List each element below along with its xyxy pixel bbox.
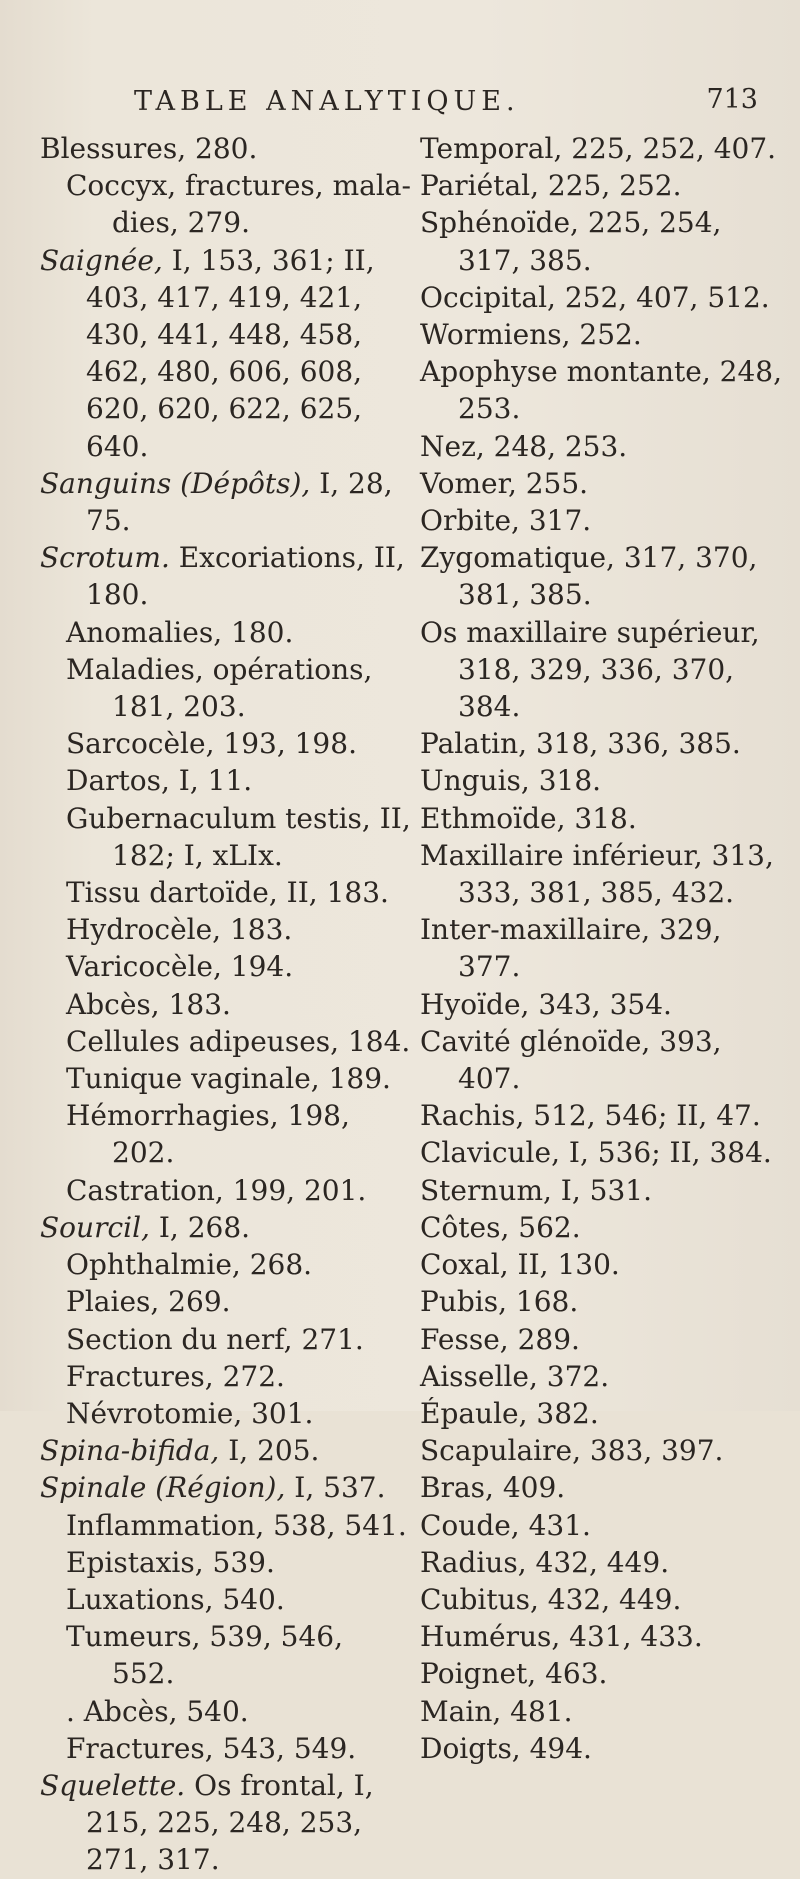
entry-text: Gubernaculum testis, II, 182; I, xLIx. — [66, 801, 411, 872]
entry-text: Sternum, I, 531. — [420, 1173, 653, 1207]
entry-text: Fractures, 543, 549. — [66, 1731, 357, 1765]
index-entry — [66, 1507, 412, 1544]
index-entry — [66, 1581, 412, 1618]
entry-text: Aisselle, 372. — [420, 1359, 610, 1393]
entry-text: Côtes, 562. — [420, 1210, 581, 1244]
index-entry — [66, 762, 412, 799]
entry-text: Excoriations, II, 180. — [86, 541, 405, 612]
entry-heading: Saignée, — [40, 243, 163, 277]
index-entry — [40, 1469, 412, 1506]
index-entry — [420, 502, 792, 539]
entry-text: Tunique vaginale, 189. — [66, 1062, 391, 1096]
entry-text: Coude, 431. — [420, 1508, 591, 1542]
entry-text: . Abcès, 540. — [66, 1694, 249, 1728]
entry-text: Humérus, 431, 433. — [420, 1620, 703, 1654]
entry-text: Vomer, 255. — [420, 466, 589, 500]
entry-text: I, 205. — [219, 1434, 320, 1468]
entry-text: Main, 481. — [420, 1694, 573, 1728]
index-entry — [40, 242, 412, 465]
index-entry — [40, 130, 412, 167]
index-entry — [420, 1618, 792, 1655]
entry-heading: Sourcil, — [40, 1210, 150, 1244]
running-title: TABLE ANALYTIQUE. — [134, 86, 520, 117]
entry-text: Anomalies, 180. — [66, 615, 294, 649]
entry-text: Cellules adipeuses, 184. — [66, 1024, 411, 1058]
entry-text: Cavité glénoïde, 393, 407. — [420, 1024, 722, 1096]
index-entry — [420, 1581, 792, 1618]
index-entry — [420, 614, 792, 726]
entry-text: I, 537. — [285, 1471, 386, 1505]
entry-text: Scapulaire, 383, 397. — [420, 1434, 724, 1468]
index-entry — [420, 911, 792, 985]
index-entry — [66, 1693, 412, 1730]
entry-text: Maladies, opérations, 181, 203. — [66, 652, 373, 724]
entry-text: Ethmoïde, 318. — [420, 801, 637, 835]
index-entry — [66, 614, 412, 651]
entry-text: Wormiens, 252. — [420, 318, 642, 352]
index-entry — [66, 1172, 412, 1209]
index-entry — [420, 1321, 792, 1358]
entry-text: Poignet, 463. — [420, 1657, 608, 1691]
index-entry — [66, 1023, 412, 1060]
index-entry — [420, 1023, 792, 1097]
index-entry — [420, 1655, 792, 1692]
index-entry — [40, 539, 412, 613]
index-entry — [420, 428, 792, 465]
index-entry — [420, 800, 792, 837]
entry-text: Os maxillaire supérieur, 318, 329, 336, 370, 384. — [420, 615, 760, 724]
entry-text: Hyoïde, 343, 354. — [420, 987, 672, 1021]
index-entry — [66, 874, 412, 911]
index-entry — [420, 130, 792, 167]
index-entry — [66, 800, 412, 874]
index-entry — [66, 1097, 412, 1171]
entry-text: Sphénoïde, 225, 254, 317, 385. — [420, 206, 722, 277]
entry-text: Epistaxis, 539. — [66, 1545, 275, 1579]
index-entry — [66, 167, 412, 241]
entry-text: Épaule, 382. — [420, 1396, 599, 1430]
entry-text: Section du nerf, 271. — [66, 1322, 364, 1356]
entry-text: Doigts, 494. — [420, 1731, 592, 1765]
index-entry — [420, 1730, 792, 1767]
entry-text: Maxillaire inférieur, 313, 333, 381, 385, 432. — [420, 838, 774, 910]
entry-heading: Sanguins (Dépôts), — [40, 466, 311, 500]
entry-text: Cubitus, 432, 449. — [420, 1582, 682, 1616]
index-entry — [420, 1246, 792, 1283]
entry-text: Pubis, 168. — [420, 1285, 579, 1319]
index-entry — [66, 1358, 412, 1395]
index-entry — [420, 353, 792, 427]
entry-text: Dartos, I, 11. — [66, 764, 253, 798]
index-entry — [420, 1432, 792, 1469]
index-entry — [420, 1172, 792, 1209]
entry-text: Sarcocèle, 193, 198. — [66, 727, 357, 761]
entry-text: Inflammation, 538, 541. — [66, 1508, 407, 1542]
index-entry — [420, 837, 792, 911]
entry-text: Plaies, 269. — [66, 1285, 231, 1319]
entry-text: Inter-maxillaire, 329, 377. — [420, 913, 722, 984]
index-entry — [420, 1469, 792, 1506]
entry-text: Varicocèle, 194. — [66, 950, 294, 984]
entry-heading: Spinale (Région), — [40, 1471, 286, 1505]
index-entry — [66, 725, 412, 762]
entry-heading: Spina-bifida, — [40, 1434, 220, 1468]
index-entry — [66, 1283, 412, 1320]
entry-text: Pariétal, 225, 252. — [420, 169, 682, 203]
entry-text: Coccyx, fractures, mala-dies, 279. — [66, 169, 411, 240]
entry-text: Temporal, 225, 252, 407. — [420, 132, 777, 165]
entry-text: Névrotomie, 301. — [66, 1396, 314, 1430]
index-entry — [420, 1544, 792, 1581]
entry-text: Rachis, 512, 546; II, 47. — [420, 1099, 761, 1133]
index-entry — [420, 465, 792, 502]
entry-text: Nez, 248, 253. — [420, 429, 628, 463]
index-column-right — [420, 130, 792, 1767]
index-entry — [66, 1395, 412, 1432]
entry-text: Hémorrhagies, 198, 202. — [66, 1099, 350, 1170]
entry-text: I, 268. — [149, 1210, 251, 1244]
entry-text: Os frontal, I, 215, 225, 248, 253, 271, 317. — [86, 1768, 374, 1877]
index-entry — [420, 1209, 792, 1246]
index-entry — [66, 651, 412, 725]
index-entry — [420, 204, 792, 278]
entry-text: Tumeurs, 539, 546, 552. — [66, 1620, 344, 1691]
entry-text: Bras, 409. — [420, 1471, 566, 1505]
entry-text: Palatin, 318, 336, 385. — [420, 727, 741, 761]
index-entry — [420, 316, 792, 353]
page-header — [0, 86, 800, 126]
index-entry — [420, 762, 792, 799]
index-entry — [420, 1395, 792, 1432]
index-entry — [40, 1432, 412, 1469]
index-entry — [66, 1060, 412, 1097]
index-entry — [420, 167, 792, 204]
index-entry — [66, 1618, 412, 1692]
index-entry — [66, 1246, 412, 1283]
index-entry — [66, 1321, 412, 1358]
entry-text: Tissu dartoïde, II, 183. — [66, 876, 389, 910]
index-entry — [40, 1209, 412, 1246]
index-entry — [420, 279, 792, 316]
entry-heading: Squelette. — [40, 1768, 186, 1802]
index-entry — [66, 911, 412, 948]
page-number: 713 — [706, 84, 758, 115]
index-entry — [66, 948, 412, 985]
index-entry — [420, 1134, 792, 1171]
index-entry — [40, 1767, 412, 1879]
index-entry — [40, 465, 412, 539]
entry-text: Hydrocèle, 183. — [66, 913, 293, 947]
entry-text: Unguis, 318. — [420, 764, 602, 798]
entry-text: Apophyse montante, 248, 253. — [420, 355, 783, 426]
entry-text: Occipital, 252, 407, 512. — [420, 280, 770, 314]
index-entry — [420, 1283, 792, 1320]
entry-text: Clavicule, I, 536; II, 384. — [420, 1136, 772, 1170]
entry-text: Zygomatique, 317, 370, 381, 385. — [420, 541, 758, 612]
entry-text: Blessures, 280. — [40, 132, 258, 165]
entry-text: I, 28, 75. — [86, 466, 393, 538]
index-entry — [420, 986, 792, 1023]
entry-text: Ophthalmie, 268. — [66, 1248, 313, 1282]
entry-text: Radius, 432, 449. — [420, 1545, 670, 1579]
entry-text: Abcès, 183. — [66, 987, 231, 1021]
entry-text: Fractures, 272. — [66, 1359, 285, 1393]
index-entry — [66, 986, 412, 1023]
index-entry — [420, 1693, 792, 1730]
index-entry — [66, 1730, 412, 1767]
entry-text: Luxations, 540. — [66, 1582, 285, 1616]
entry-text: Castration, 199, 201. — [66, 1173, 367, 1207]
index-column-left — [40, 130, 412, 1879]
entry-text: Coxal, II, 130. — [420, 1248, 620, 1282]
index-entry — [420, 1358, 792, 1395]
entry-text: Orbite, 317. — [420, 504, 592, 538]
entry-text: I, 153, 361; II, 403, 417, 419, 421, 430, 441, 448, 458, 462, 480, 606, 608, 620, 620, 622, 625, 640. — [86, 243, 375, 463]
index-entry — [420, 1507, 792, 1544]
index-entry — [420, 725, 792, 762]
index-entry — [66, 1544, 412, 1581]
index-entry — [420, 539, 792, 613]
index-entry — [420, 1097, 792, 1134]
entry-text: Fesse, 289. — [420, 1322, 580, 1356]
entry-heading: Scrotum. — [40, 541, 170, 575]
